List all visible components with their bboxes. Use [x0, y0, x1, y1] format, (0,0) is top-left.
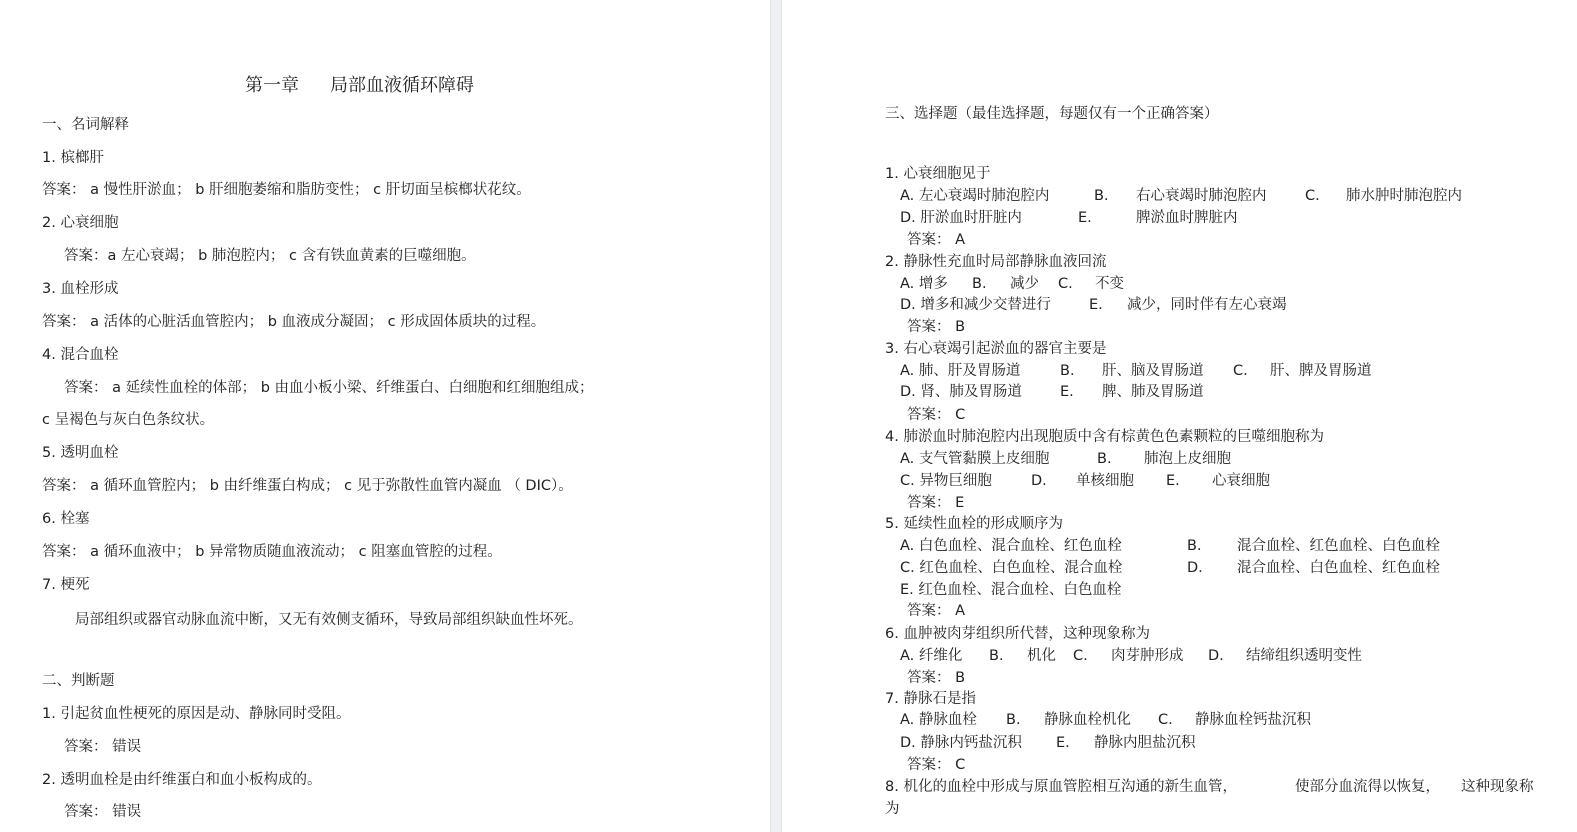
question-stem: 3. 右心衰竭引起淤血的器官主要是 — [885, 341, 1107, 357]
answer-line: 答案： B — [907, 670, 966, 686]
answer-line: 答案： A — [907, 232, 966, 248]
judgement-answer: 答案： 错误 — [64, 804, 142, 820]
option: 静脉血栓钙盐沉积 — [1195, 712, 1311, 728]
option: A. 肺、肝及胃肠道 — [900, 363, 1021, 379]
option: A. 白色血栓、混合血栓、红色血栓 — [900, 538, 1122, 554]
option-letter: E. — [1078, 210, 1092, 226]
section-heading-judgement: 二、判断题 — [42, 673, 115, 689]
question-stem-wrap: 为 — [885, 801, 900, 817]
option-letter: E. — [1060, 384, 1074, 400]
option-letter: B. — [1060, 363, 1075, 379]
option-letter: E. — [1056, 735, 1070, 751]
term-title: 7. 梗死 — [42, 577, 90, 593]
question-stem: 1. 心衰细胞见于 — [885, 166, 991, 182]
answer-line: 答案： C — [907, 757, 966, 773]
option-letter: B. — [972, 276, 987, 292]
option-letter: C. — [1073, 648, 1088, 664]
option: D. 肝淤血时肝脏内 — [900, 210, 1022, 226]
question-stem-part: 这种现象称 — [1461, 779, 1534, 795]
judgement-answer: 答案： 错误 — [64, 739, 142, 755]
term-answer: 答案： a 慢性肝淤血； b 肝细胞萎缩和脂肪变性； c 肝切面呈槟榔状花纹。 — [42, 182, 531, 198]
term-title: 4. 混合血栓 — [42, 347, 119, 363]
term-answer: 答案： a 延续性血栓的体部； b 由血小板小梁、纤维蛋白、白细胞和红细胞组成； — [64, 380, 594, 396]
option: 不变 — [1095, 276, 1124, 292]
question-stem: 7. 静脉石是指 — [885, 691, 976, 707]
option: 减少 — [1010, 276, 1039, 292]
option: C. 红色血栓、白色血栓、混合血栓 — [900, 560, 1123, 576]
option-letter: C. — [1058, 276, 1073, 292]
term-title: 1. 槟榔肝 — [42, 150, 104, 166]
term-title: 3. 血栓形成 — [42, 281, 119, 297]
option: D. 静脉内钙盐沉积 — [900, 735, 1022, 751]
option: A. 增多 — [900, 276, 948, 292]
term-title: 2. 心衰细胞 — [42, 215, 119, 231]
term-title: 5. 透明血栓 — [42, 445, 119, 461]
option: E. 红色血栓、混合血栓、白色血栓 — [900, 582, 1122, 598]
option: 肺泡上皮细胞 — [1144, 451, 1231, 467]
answer-line: 答案： A — [907, 603, 966, 619]
option-letter: D. — [1208, 648, 1224, 664]
option-letter: D. — [1187, 560, 1203, 576]
option: 单核细胞 — [1076, 473, 1134, 489]
option: 脾淤血时脾脏内 — [1136, 210, 1238, 226]
option-letter: B. — [1097, 451, 1112, 467]
answer-line: 答案： C — [907, 407, 966, 423]
option: A. 纤维化 — [900, 648, 963, 664]
option: 脾、肺及胃肠道 — [1102, 384, 1204, 400]
option-letter: E. — [1166, 473, 1180, 489]
term-answer: 答案：a 左心衰竭； b 肺泡腔内； c 含有铁血黄素的巨噬细胞。 — [64, 248, 476, 264]
option: 静脉内胆盐沉积 — [1094, 735, 1196, 751]
option: 机化 — [1027, 648, 1056, 664]
option: A. 左心衰竭时肺泡腔内 — [900, 188, 1050, 204]
term-answer: 答案： a 活体的心脏活血管腔内； b 血液成分凝固； c 形成固体质块的过程。 — [42, 314, 546, 330]
term-title: 6. 栓塞 — [42, 511, 90, 527]
option: A. 支气管黏膜上皮细胞 — [900, 451, 1050, 467]
judgement-question: 2. 透明血栓是由纤维蛋白和血小板构成的。 — [42, 772, 322, 788]
option: 右心衰竭时肺泡腔内 — [1136, 188, 1267, 204]
option-letter: C. — [1305, 188, 1320, 204]
option: 心衰细胞 — [1212, 473, 1270, 489]
section-heading-choice: 三、选择题（最佳选择题，每题仅有一个正确答案） — [885, 106, 1219, 122]
chapter-title: 局部血液循环障碍 — [330, 75, 474, 96]
option-letter: D. — [1031, 473, 1047, 489]
question-stem: 6. 血肿被肉芽组织所代替，这种现象称为 — [885, 626, 1150, 642]
option: 肝、脑及胃肠道 — [1102, 363, 1204, 379]
document-page-right — [782, 0, 1577, 832]
option: 肝、脾及胃肠道 — [1270, 363, 1372, 379]
option-letter: B. — [989, 648, 1004, 664]
term-answer-continued: c 呈褐色与灰白色条纹状。 — [42, 412, 215, 428]
answer-line: 答案： E — [907, 495, 965, 511]
question-stem-part: 使部分血流得以恢复， — [1295, 779, 1440, 795]
term-answer: 答案： a 循环血液中； b 异常物质随血液流动； c 阻塞血管腔的过程。 — [42, 544, 502, 560]
option: 肺水肿时肺泡腔内 — [1346, 188, 1462, 204]
option-letter: B. — [1094, 188, 1109, 204]
option-letter: B. — [1006, 712, 1021, 728]
option: 减少，同时伴有左心衰竭 — [1127, 297, 1287, 313]
option: A. 静脉血栓 — [900, 712, 977, 728]
option: 结缔组织透明变性 — [1246, 648, 1362, 664]
section-heading-terms: 一、名词解释 — [42, 117, 129, 133]
option-letter: C. — [1233, 363, 1248, 379]
option-letter: E. — [1089, 297, 1103, 313]
option: 静脉血栓机化 — [1044, 712, 1131, 728]
option-letter: C. — [1158, 712, 1173, 728]
page-gutter — [770, 0, 782, 832]
question-stem: 4. 肺淤血时肺泡腔内出现胞质中含有棕黄色色素颗粒的巨噬细胞称为 — [885, 429, 1324, 445]
option-letter: B. — [1187, 538, 1202, 554]
chapter-number: 第一章 — [245, 75, 299, 96]
option: 肉芽肿形成 — [1111, 648, 1184, 664]
judgement-question: 1. 引起贫血性梗死的原因是动、静脉同时受阻。 — [42, 706, 351, 722]
document-page-left — [0, 0, 770, 832]
question-stem: 2. 静脉性充血时局部静脉血液回流 — [885, 254, 1107, 270]
term-answer: 答案： a 循环血管腔内； b 由纤维蛋白构成； c 见于弥散性血管内凝血 （ DIC）。 — [42, 478, 573, 494]
option: C. 异物巨细胞 — [900, 473, 992, 489]
option: D. 肾、肺及胃肠道 — [900, 384, 1022, 400]
question-stem: 8. 机化的血栓中形成与原血管腔相互沟通的新生血管， — [885, 779, 1237, 795]
option: 混合血栓、红色血栓、白色血栓 — [1237, 538, 1440, 554]
term-answer: 局部组织或器官动脉血流中断，又无有效侧支循环，导致局部组织缺血性坏死。 — [75, 612, 583, 628]
option: 混合血栓、白色血栓、红色血栓 — [1237, 560, 1440, 576]
question-stem: 5. 延续性血栓的形成顺序为 — [885, 516, 1063, 532]
option: D. 增多和减少交替进行 — [900, 297, 1051, 313]
answer-line: 答案： B — [907, 319, 966, 335]
